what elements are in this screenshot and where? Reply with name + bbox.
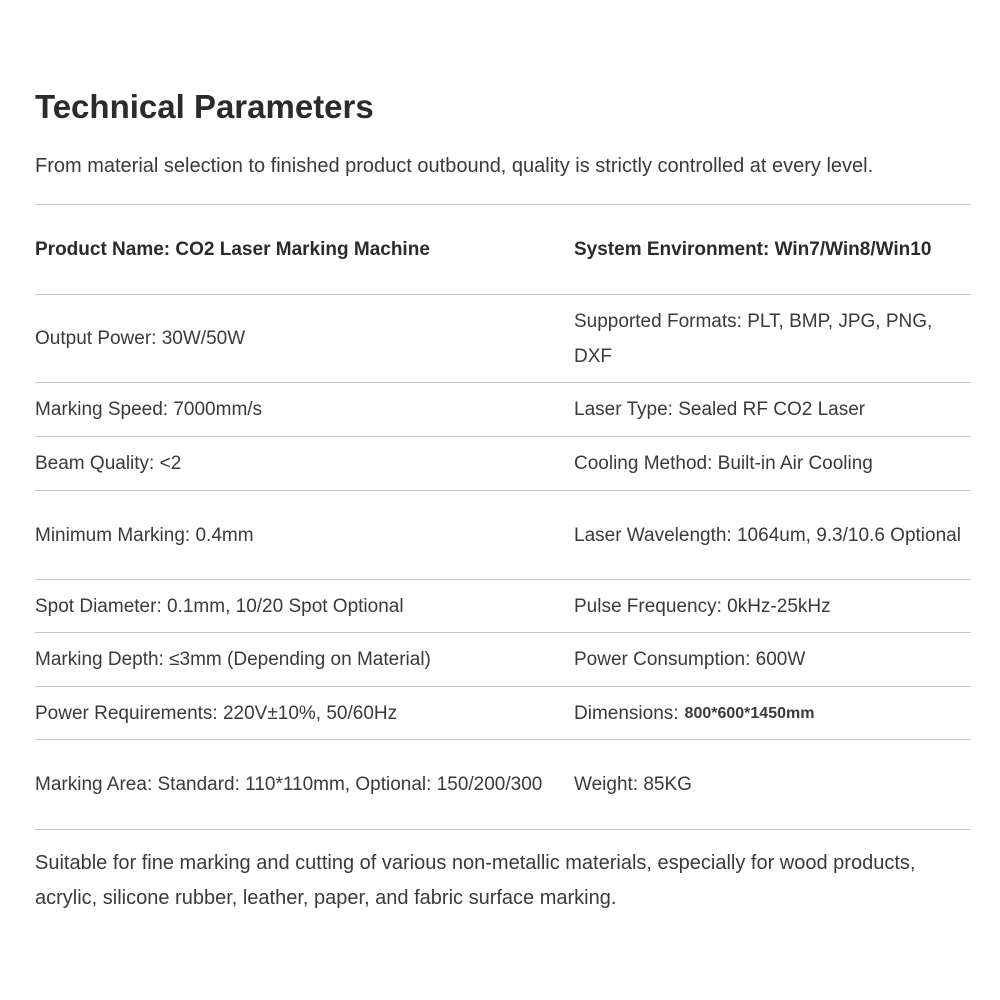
- spec-table: [35, 204, 971, 830]
- table-row: [35, 740, 971, 830]
- dimensions-label: Dimensions:: [574, 702, 679, 724]
- spec-cell-left: Marking Speed: 7000mm/s: [35, 399, 263, 420]
- spec-cell-right: Laser Wavelength: 1064um, 9.3/10.6 Optional: [574, 524, 961, 546]
- table-row: [35, 437, 971, 491]
- table-row: [35, 205, 971, 295]
- spec-cell-left: Power Requirements: 220V±10%, 50/60Hz: [35, 702, 398, 724]
- table-row: [35, 383, 971, 437]
- spec-cell-right: [574, 687, 971, 739]
- spec-cell-right: Power Consumption: 600W: [574, 649, 806, 670]
- spec-cell-left: Marking Area: Standard: 110*110mm, Optional: 150/200/300: [35, 774, 543, 795]
- spec-cell-left: Output Power: 30W/50W: [35, 328, 246, 349]
- spec-cell-right: Weight: 85KG: [574, 774, 692, 795]
- spec-cell-left: Product Name: CO2 Laser Marking Machine: [35, 239, 430, 260]
- page-title: Technical Parameters: [35, 88, 374, 125]
- spec-cell-right: Laser Type: Sealed RF CO2 Laser: [574, 399, 866, 420]
- spec-cell-left: Spot Diameter: 0.1mm, 10/20 Spot Optional: [35, 595, 404, 617]
- spec-cell-left: Beam Quality: <2: [35, 453, 182, 474]
- page-subtitle: From material selection to finished product outbound, quality is strictly controlled at every level.: [35, 155, 874, 177]
- table-row: [35, 295, 971, 383]
- spec-cell-right: System Environment: Win7/Win8/Win10: [574, 239, 932, 260]
- spec-cell-right: Supported Formats: PLT, BMP, JPG, PNG, DXF: [574, 310, 933, 367]
- spec-cell-right: Pulse Frequency: 0kHz-25kHz: [574, 595, 831, 617]
- spec-cell-left: Marking Depth: ≤3mm (Depending on Material): [35, 649, 431, 670]
- footer-description: Suitable for fine marking and cutting of various non-metallic materials, especially for wood products, acrylic, silicone rubber, leather, paper, and fabric surface marking.: [35, 852, 916, 909]
- table-row: [35, 687, 971, 740]
- spec-cell-left: Minimum Marking: 0.4mm: [35, 524, 254, 546]
- dimensions-value: 800*600*1450mm: [684, 704, 815, 722]
- table-row: [35, 580, 971, 633]
- table-row: [35, 491, 971, 580]
- spec-cell-right: Cooling Method: Built-in Air Cooling: [574, 453, 873, 474]
- table-row: [35, 633, 971, 687]
